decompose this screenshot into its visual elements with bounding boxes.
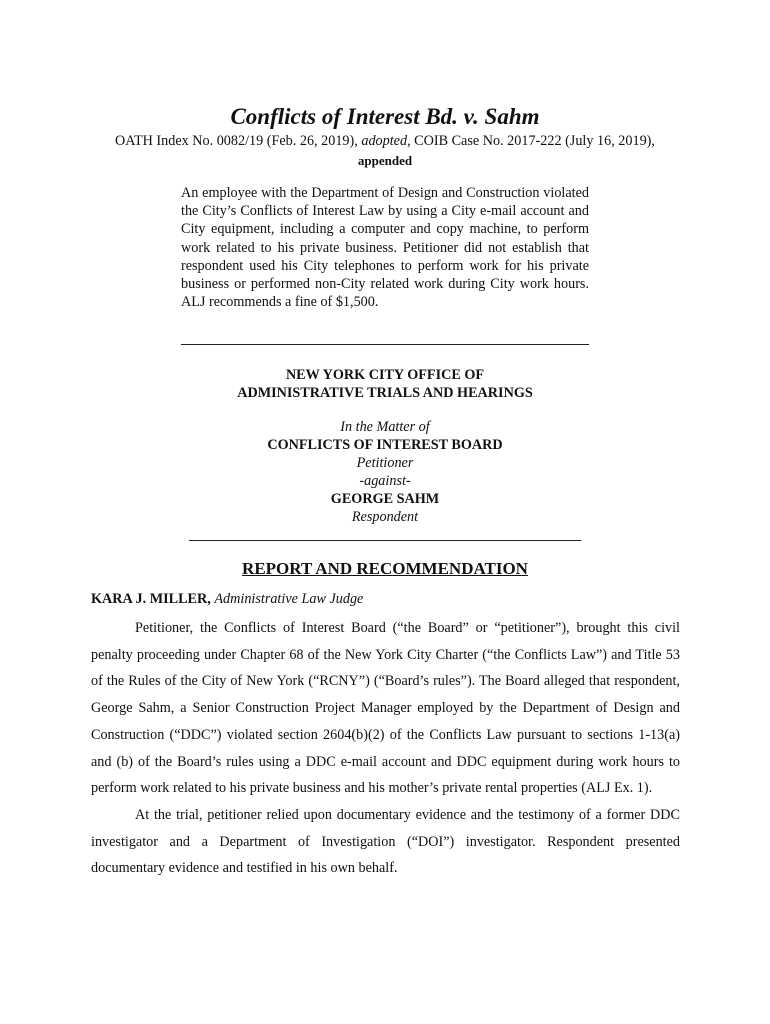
case-caption <box>0 418 770 526</box>
agency-line-2: ADMINISTRATIVE TRIALS AND HEARINGS <box>237 385 533 401</box>
citation-coib: , COIB Case No. 2017-222 (July 16, 2019), <box>407 133 655 149</box>
judge-title: Administrative Law Judge <box>214 591 364 607</box>
respondent-role: Respondent <box>351 509 419 525</box>
report-title: REPORT AND RECOMMENDATION <box>242 559 528 578</box>
judge-line <box>91 591 363 608</box>
summary-divider <box>181 344 589 345</box>
respondent-name: GEORGE SAHM <box>330 491 440 507</box>
in-the-matter: In the Matter of <box>340 419 430 435</box>
case-summary: An employee with the Department of Design and Construction violated the City’s Conflicts of Interest Law by using a City e-mail account and City equipment, including a computer and copy machine, to perform work related to his private business. Petitioner did not establish that respondent used his City telephones to perform work for his private business or performed non-City related work during City work hours. ALJ recommends a fine of $1,500. <box>181 185 589 311</box>
against-label: -against- <box>359 473 411 489</box>
citation-adopted: adopted <box>361 133 408 149</box>
petitioner-name: CONFLICTS OF INTEREST BOARD <box>267 437 503 453</box>
citation-appended: appended <box>357 153 413 168</box>
agency-line-1: NEW YORK CITY OFFICE OF <box>285 367 485 383</box>
report-body <box>91 615 680 882</box>
caption-divider <box>189 540 581 541</box>
petitioner-role: Petitioner <box>356 455 414 471</box>
case-title: Conflicts of Interest Bd. v. Sahm <box>230 104 540 129</box>
agency-heading <box>0 366 770 402</box>
judge-name: KARA J. MILLER, <box>91 591 211 607</box>
body-paragraph: Petitioner, the Conflicts of Interest Board (“the Board” or “petitioner”), brought this civil penalty proceeding under Chapter 68 of the New York City Charter (“the Conflicts Law”) and Title 53 of the Rules of the City of New York (“RCNY”) (“Board’s rules”). The Board alleged that respondent, George Sahm, a Senior Construction Project Manager employed by the Department of Design and Construction (“DDC”) violated section 2604(b)(2) of the Conflicts Law pursuant to sections 1-13(a) and (b) of the Board’s rules using a DDC e-mail account and DDC equipment during work hours to perform work related to his private business and his mother’s private rental properties (ALJ Ex. 1). <box>91 620 680 797</box>
citation-index: OATH Index No. 0082/19 (Feb. 26, 2019), <box>115 133 362 149</box>
case-citation <box>60 132 710 170</box>
body-paragraph: At the trial, petitioner relied upon documentary evidence and the testimony of a former DDC investigator and a Department of Investigation (“DOI”) investigator. Respondent presented documentary evidence and testified in his own behalf. <box>91 806 680 877</box>
